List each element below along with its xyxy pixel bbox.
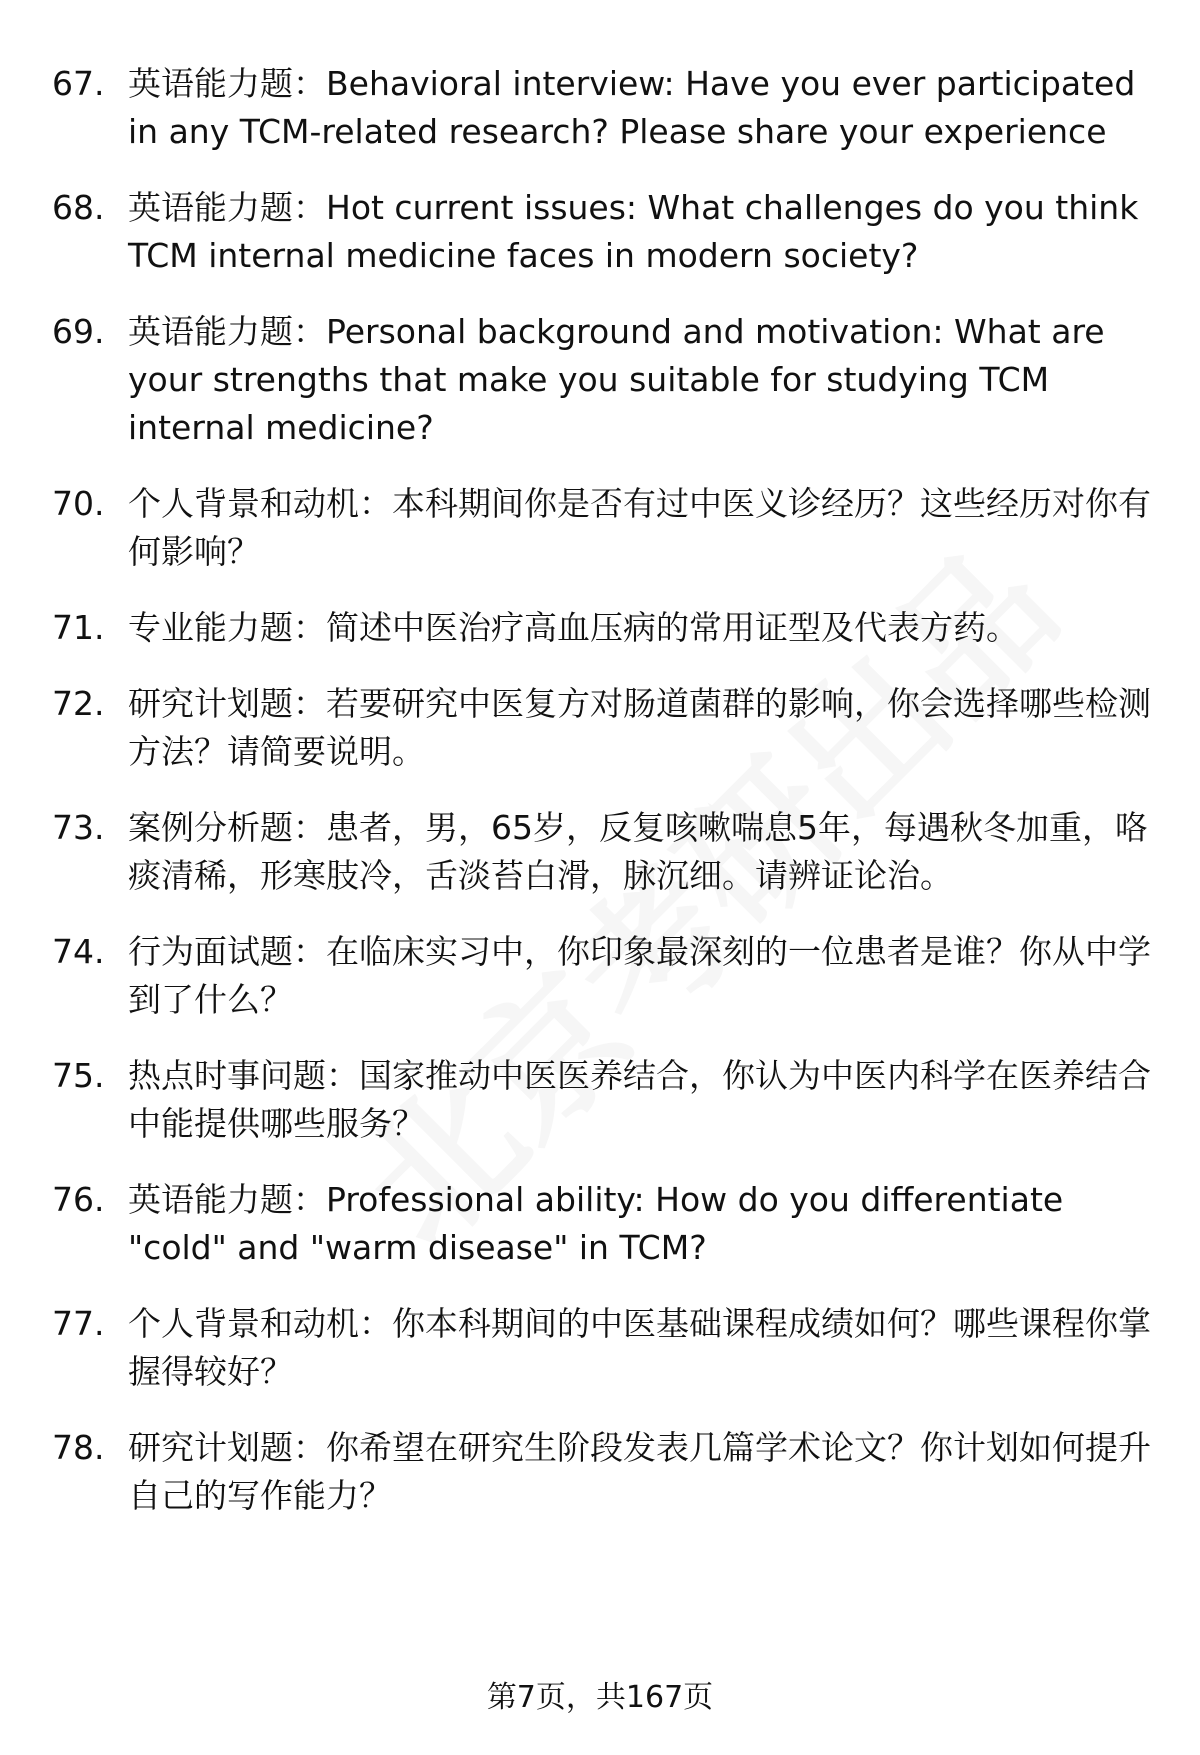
page-footer: 第7页，共167页 — [486, 1680, 714, 1715]
question-number: 71. — [52, 608, 105, 647]
question-text: 行为面试题：在临床实习中，你印象最深刻的一位患者是谁？你从中学到了什么？ — [128, 932, 1151, 1019]
question-text: 英语能力题：Personal background and motivation: What are your strengths that make you suitable for studying TCM internal medicine? — [128, 312, 1105, 447]
question-text: 个人背景和动机：本科期间你是否有过中医义诊经历？这些经历对你有何影响？ — [128, 484, 1151, 571]
question-number: 76. — [52, 1180, 105, 1219]
question-number: 78. — [52, 1428, 105, 1467]
question-number: 70. — [52, 484, 105, 523]
question-text: 研究计划题：你希望在研究生阶段发表几篇学术论文？你计划如何提升自己的写作能力？ — [128, 1428, 1151, 1515]
question-number: 75. — [52, 1056, 105, 1095]
question-item — [0, 680, 1200, 776]
question-text: 英语能力题：Behavioral interview: Have you ever participated in any TCM-related research? Please share your experience — [128, 64, 1136, 151]
question-item — [0, 604, 1200, 652]
question-item — [0, 1052, 1200, 1148]
question-text: 热点时事问题：国家推动中医医养结合，你认为中医内科学在医养结合中能提供哪些服务？ — [128, 1056, 1151, 1143]
question-number: 73. — [52, 808, 105, 847]
question-item — [0, 804, 1200, 900]
question-item — [0, 480, 1200, 576]
question-text: 研究计划题：若要研究中医复方对肠道菌群的影响，你会选择哪些检测方法？请简要说明。 — [128, 684, 1151, 771]
question-item — [0, 1300, 1200, 1396]
question-number: 68. — [52, 188, 105, 227]
question-text: 专业能力题：简述中医治疗高血压病的常用证型及代表方药。 — [128, 608, 1019, 647]
question-item — [0, 308, 1200, 452]
question-number: 67. — [52, 64, 105, 103]
question-number: 72. — [52, 684, 105, 723]
question-number: 77. — [52, 1304, 105, 1343]
question-item — [0, 1424, 1200, 1520]
question-text: 英语能力题：Hot current issues: What challenges do you think TCM internal medicine faces in modern society? — [128, 188, 1139, 275]
question-item — [0, 60, 1200, 156]
question-item — [0, 184, 1200, 280]
question-number: 69. — [52, 312, 105, 351]
question-text: 英语能力题：Professional ability: How do you differentiate "cold" and "warm disease" in TCM? — [128, 1180, 1064, 1267]
question-item — [0, 928, 1200, 1024]
question-text: 个人背景和动机：你本科期间的中医基础课程成绩如何？哪些课程你掌握得较好？ — [128, 1304, 1151, 1391]
question-number: 74. — [52, 932, 105, 971]
question-text: 案例分析题：患者，男，65岁，反复咳嗽喘息5年，每遇秋冬加重，咯痰清稀，形寒肢冷，舌淡苔白滑，脉沉细。请辨证论治。 — [128, 808, 1148, 895]
question-item — [0, 1176, 1200, 1272]
question-list — [0, 60, 1200, 1548]
